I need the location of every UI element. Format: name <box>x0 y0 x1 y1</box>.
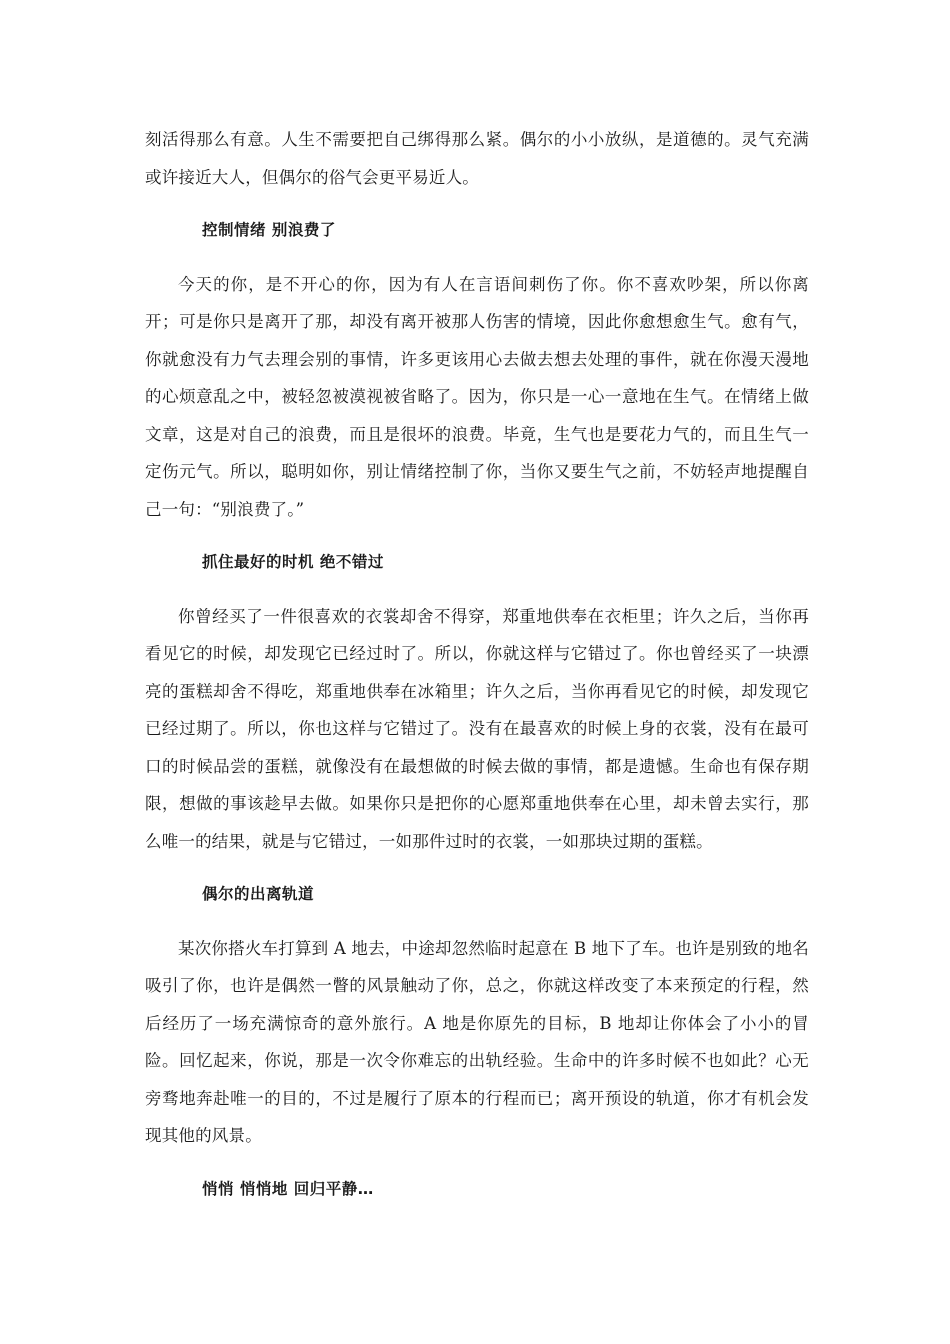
section-heading-timing: 抓住最好的时机 绝不错过 <box>202 553 384 571</box>
section-heading-emotion: 控制情绪 别浪费了 <box>202 221 336 239</box>
document-body <box>145 121 809 1208</box>
spacer <box>145 250 809 266</box>
spacer <box>145 196 809 212</box>
section-heading-derail: 偶尔的出离轨道 <box>202 885 315 903</box>
spacer <box>145 1155 809 1171</box>
spacer <box>145 860 809 876</box>
paragraph-intro-continuation: 刻活得那么有意。人生不需要把自己绑得那么紧。偶尔的小小放纵，是道德的。灵气充满或许接近大人，但偶尔的俗气会更平易近人。 <box>145 130 809 187</box>
spacer <box>145 528 809 544</box>
spacer <box>145 914 809 930</box>
spacer <box>145 582 809 598</box>
paragraph-timing: 你曾经买了一件很喜欢的衣裳却舍不得穿，郑重地供奉在衣柜里；许久之后，当你再看见它的时候，却发现它已经过时了。所以，你就这样与它错过了。你也曾经买了一块漂亮的蛋糕却舍不得吃，郑重地供奉在冰箱里；许久之后，当你再看见它的时候，却发现它已经过期了。所以，你也这样与它错过了。没有在最喜欢的时候上身的衣裳，没有在最可口的时候品尝的蛋糕，就像没有在最想做的时候去做的事情，都是遗憾。生命也有保存期限，想做的事该趁早去做。如果你只是把你的心愿郑重地供奉在心里，却未曾去实行，那么唯一的结果，就是与它错过，一如那件过时的衣裳，一如那块过期的蛋糕。 <box>145 606 809 851</box>
section-heading-calm: 悄悄 悄悄地 回归平静… <box>202 1179 374 1198</box>
paragraph-derail: 某次你搭火车打算到 A 地去，中途却忽然临时起意在 B 地下了车。也许是别致的地名吸引了你，也许是偶然一瞥的风景触动了你，总之，你就这样改变了本来预定的行程，然后经历了一场充满惊奇的意外旅行。A 地是你原先的目标，B 地却让你体会了小小的冒险。回忆起来，你说，那是一次令你难忘的出轨经验。生命中的许多时候不也如此？心无旁骛地奔赴唯一的目的，不过是履行了原本的行程而已；离开预设的轨道，你才有机会发现其他的风景。 <box>145 938 809 1145</box>
paragraph-emotion: 今天的你，是不开心的你，因为有人在言语间刺伤了你。你不喜欢吵架，所以你离开；可是你只是离开了那，却没有离开被那人伤害的情境，因此你愈想愈生气。愈有气，你就愈没有力气去理会别的事情，许多更该用心去做去想去处理的事件，就在你漫天漫地的心烦意乱之中，被轻忽被漠视被省略了。因为，你只是一心一意地在生气。在情绪上做文章，这是对自己的浪费，而且是很坏的浪费。毕竟，生气也是要花力气的，而且生气一定伤元气。所以，聪明如你，别让情绪控制了你，当你又要生气之前，不妨轻声地提醒自己一句：“别浪费了。” <box>145 274 809 519</box>
